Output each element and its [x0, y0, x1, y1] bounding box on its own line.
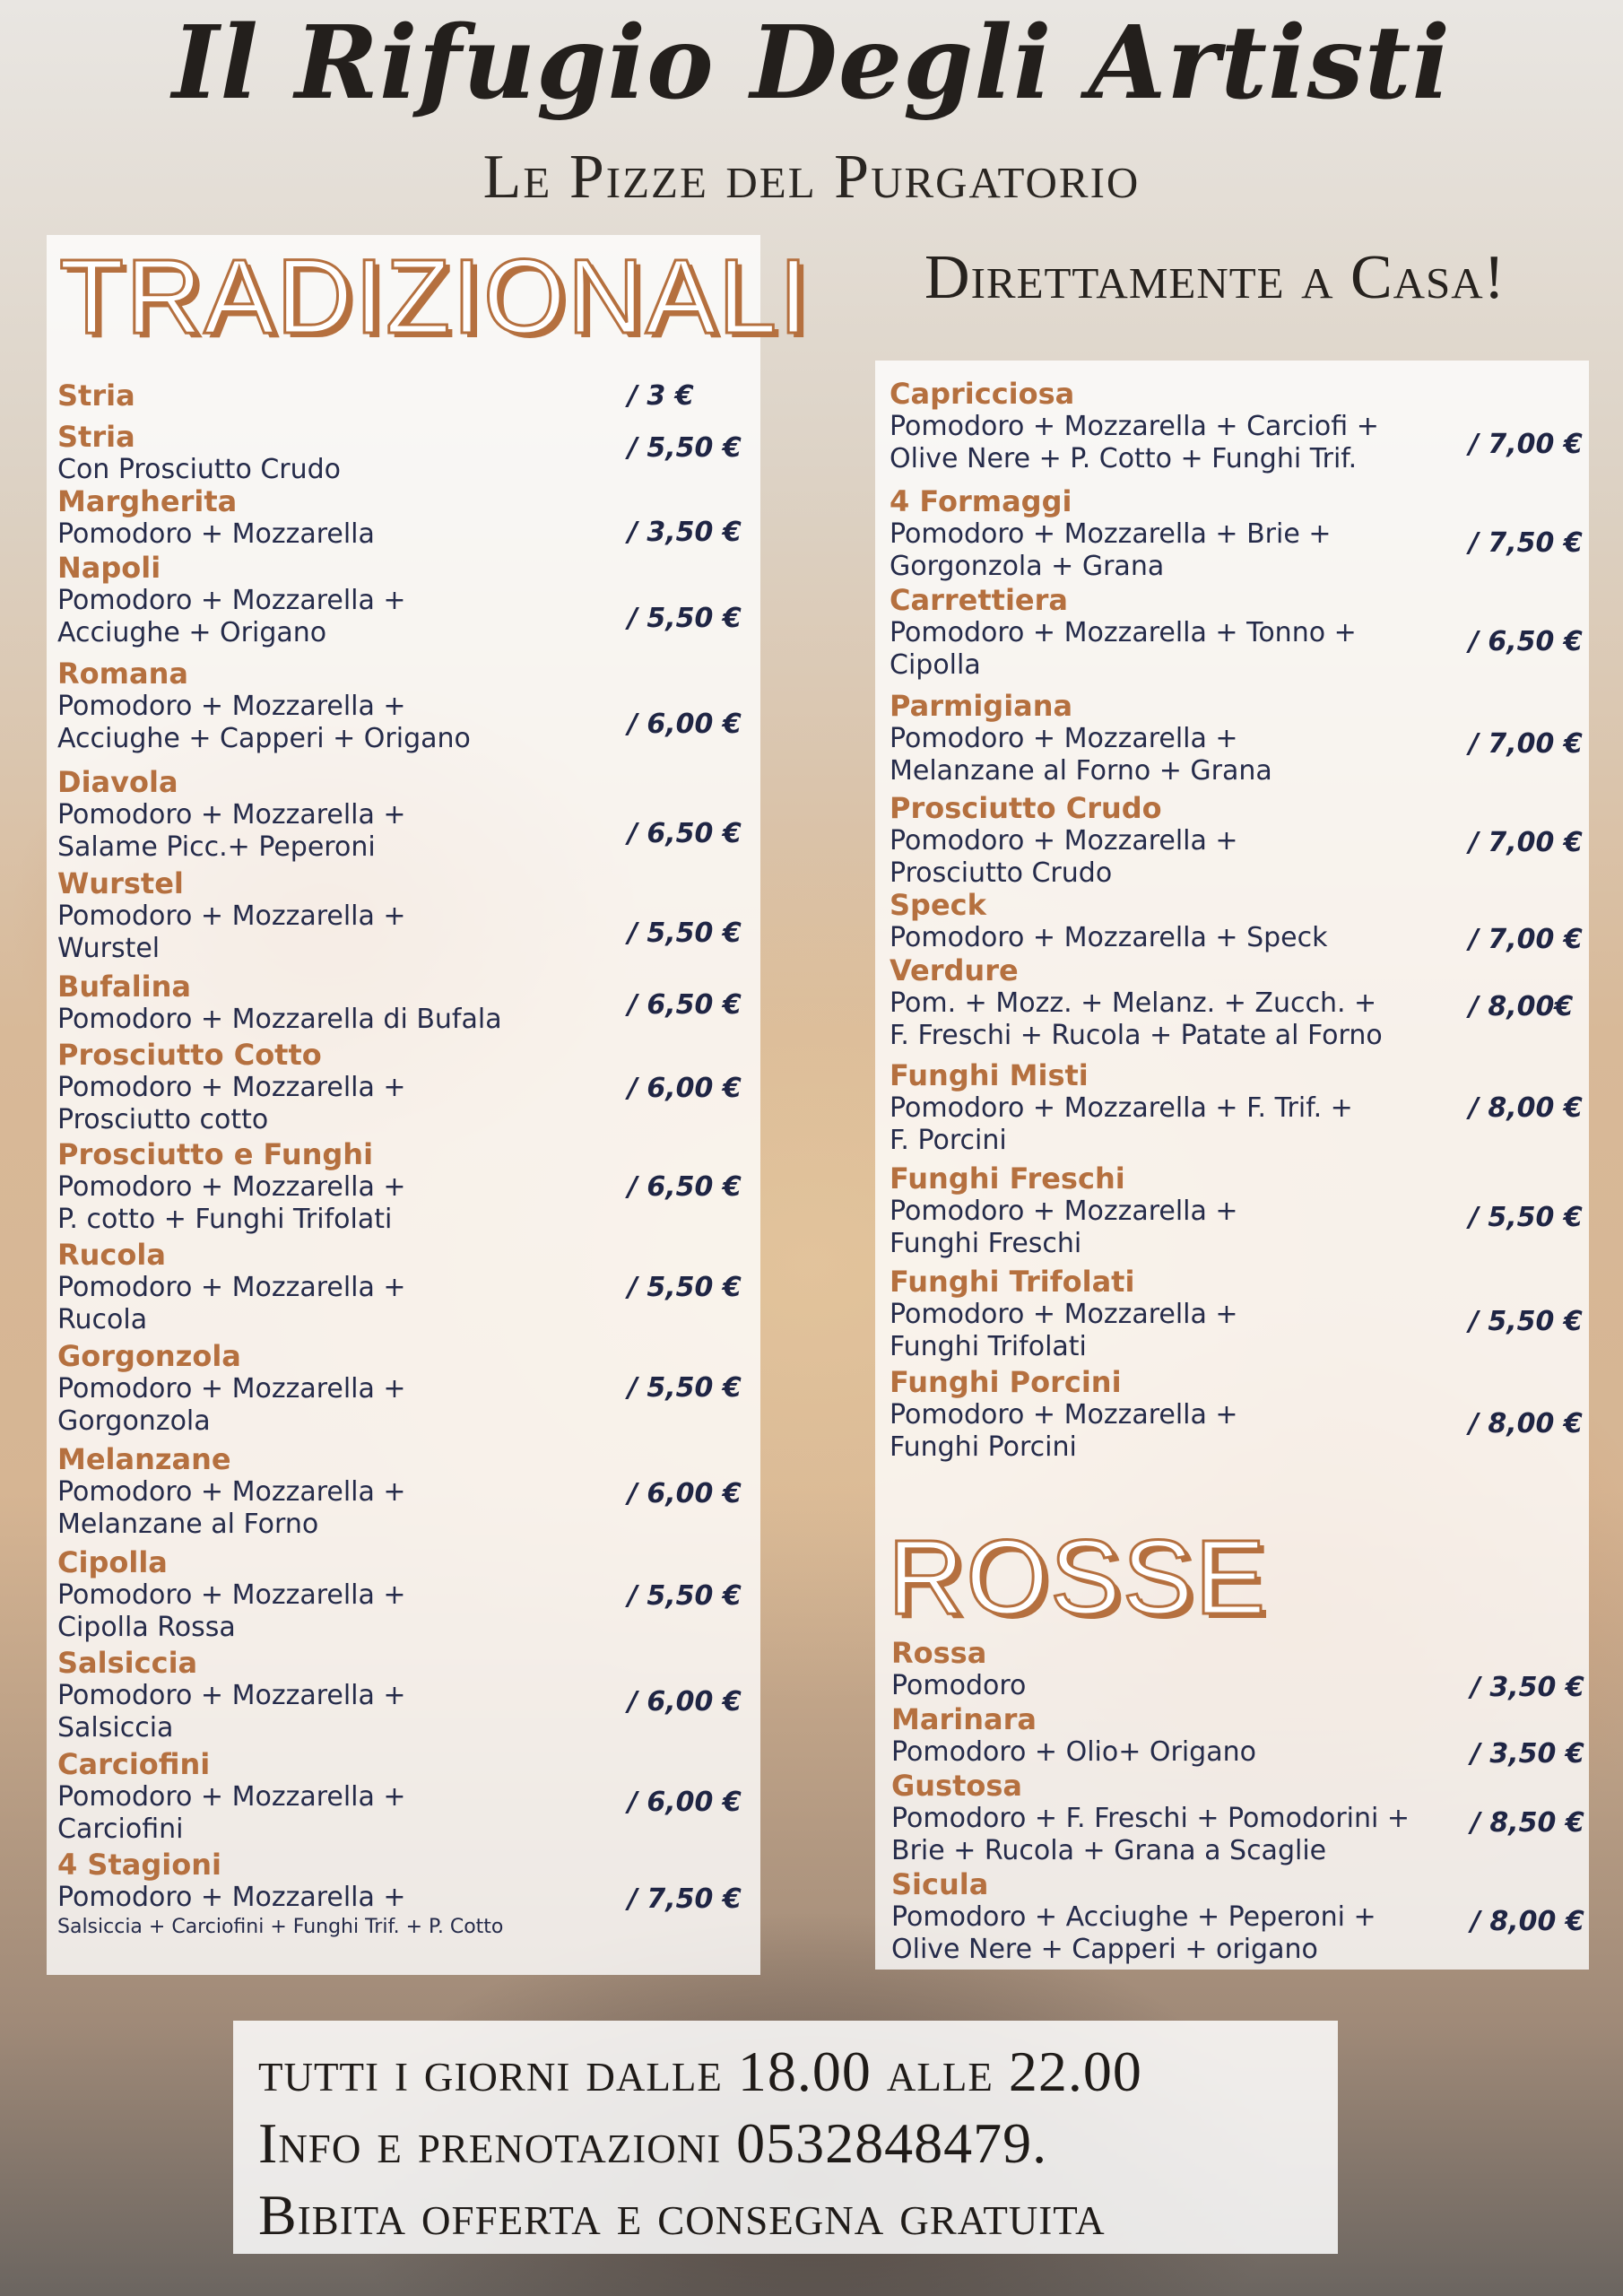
section-title-rosse: ROSSE: [888, 1518, 1268, 1637]
pizza-name: Speck: [890, 888, 986, 922]
menu-item-capricciosa: [890, 377, 1379, 475]
pizza-name: Wurstel: [57, 866, 184, 900]
menu-item-funghi-freschi: [890, 1161, 1238, 1260]
pizza-price: / 6,00 €: [628, 1787, 742, 1818]
pizza-ingredients: Funghi Trifolati: [890, 1331, 1087, 1362]
menu-item-gustosa: [891, 1769, 1410, 1867]
pizza-price: / 8,50 €: [1471, 1807, 1584, 1839]
menu-item-funghi-porcini: [890, 1365, 1238, 1464]
pizza-price: / 8,00€: [1469, 991, 1574, 1022]
menu-item-bufalina: [57, 970, 502, 1036]
pizza-price: / 7,50 €: [628, 1883, 742, 1915]
menu-item-napoli: [57, 551, 406, 649]
pizza-name: Funghi Trifolati: [890, 1265, 1135, 1299]
pizza-name: Cipolla: [57, 1545, 168, 1579]
pizza-name: Rucola: [57, 1238, 166, 1272]
pizza-price: / 5,50 €: [1469, 1306, 1583, 1337]
pizza-name: Funghi Misti: [890, 1058, 1089, 1092]
pizza-price: / 6,50 €: [1469, 626, 1583, 657]
menu-subtitle: Le Pizze del Purgatorio: [482, 143, 1141, 212]
pizza-ingredients: Cipolla Rossa: [57, 1612, 236, 1643]
free-drink-delivery: Bibita offerta e consegna gratuita: [258, 2183, 1106, 2247]
pizza-name: Prosciutto e Funghi: [57, 1137, 374, 1171]
pizza-ingredients: Pomodoro + Acciughe + Peperoni +: [891, 1901, 1376, 1933]
booking-phone: Info e prenotazioni 0532848479.: [258, 2111, 1048, 2175]
pizza-name: 4 Formaggi: [890, 484, 1072, 518]
pizza-ingredients: Pomodoro + Mozzarella +: [57, 799, 406, 831]
pizza-price: / 8,00 €: [1469, 1408, 1583, 1439]
pizza-ingredients: Pomodoro + F. Freschi + Pomodorini +: [891, 1803, 1410, 1834]
menu-item-wurstel: [57, 866, 406, 965]
pizza-ingredients: Wurstel: [57, 933, 161, 964]
pizza-name: Sicula: [891, 1867, 989, 1901]
pizza-ingredients: Pomodoro + Mozzarella + Speck: [890, 922, 1328, 953]
menu-item-prosciutto-e-funghi: [57, 1137, 406, 1236]
pizza-ingredients: Pomodoro + Olio+ Origano: [891, 1736, 1256, 1768]
pizza-ingredients: Pomodoro + Mozzarella +: [890, 723, 1238, 754]
menu-item-cipolla: [57, 1545, 406, 1644]
restaurant-title: Il Rifugio Degli Artisti: [171, 4, 1452, 122]
pizza-ingredients: Pomodoro + Mozzarella +: [57, 1680, 406, 1711]
pizza-price: / 7,00 €: [1469, 728, 1583, 760]
delivery-tagline: Direttamente a Casa!: [924, 243, 1506, 312]
pizza-name: Funghi Freschi: [890, 1161, 1125, 1196]
pizza-price: / 5,50 €: [628, 1372, 742, 1404]
pizza-ingredients: Gorgonzola: [57, 1405, 211, 1437]
pizza-ingredients: Olive Nere + P. Cotto + Funghi Trif.: [890, 443, 1358, 474]
pizza-price: / 3,50 €: [1471, 1672, 1584, 1703]
pizza-ingredients: Acciughe + Origano: [57, 617, 327, 648]
pizza-name: Salsiccia: [57, 1646, 198, 1680]
pizza-ingredients: Pomodoro + Mozzarella + F. Trif. +: [890, 1092, 1353, 1124]
pizza-price: / 7,50 €: [1469, 527, 1583, 559]
pizza-name: Parmigiana: [890, 689, 1073, 723]
pizza-price: / 6,50 €: [628, 989, 742, 1021]
menu-item-parmigiana: [890, 689, 1272, 787]
pizza-price: / 8,00 €: [1471, 1906, 1584, 1937]
pizza-name: Prosciutto Cotto: [57, 1038, 322, 1072]
menu-item-carciofini: [57, 1747, 406, 1846]
pizza-price: / 5,50 €: [628, 432, 742, 464]
pizza-name: Melanzane: [57, 1442, 231, 1476]
pizza-ingredients: Con Prosciutto Crudo: [57, 454, 342, 485]
pizza-name: Margherita: [57, 484, 238, 518]
pizza-ingredients: P. cotto + Funghi Trifolati: [57, 1204, 393, 1235]
pizza-name: Diavola: [57, 765, 178, 799]
pizza-ingredients: F. Porcini: [890, 1125, 1007, 1156]
pizza-ingredients: Pomodoro + Mozzarella +: [890, 1196, 1238, 1227]
pizza-name: Bufalina: [57, 970, 191, 1004]
pizza-ingredients: Acciughe + Capperi + Origano: [57, 723, 471, 754]
pizza-ingredients: Prosciutto Crudo: [890, 857, 1113, 889]
pizza-ingredients: Pomodoro + Mozzarella +: [57, 1882, 406, 1913]
pizza-name: 4 Stagioni: [57, 1848, 221, 1882]
menu-item-funghi-misti: [890, 1058, 1353, 1157]
pizza-price: / 5,50 €: [628, 603, 742, 634]
menu-item-rucola: [57, 1238, 406, 1336]
pizza-price: / 6,00 €: [628, 1073, 742, 1104]
pizza-ingredients: Salame Picc.+ Peperoni: [57, 831, 376, 863]
pizza-name: Napoli: [57, 551, 161, 585]
pizza-ingredients: Pomodoro + Mozzarella: [57, 518, 375, 550]
pizza-name: Funghi Porcini: [890, 1365, 1122, 1399]
pizza-name: Gustosa: [891, 1769, 1023, 1803]
menu-item-4-formaggi: [890, 484, 1331, 583]
pizza-ingredients: Pomodoro + Mozzarella +: [57, 1373, 406, 1405]
pizza-price: / 3,50 €: [1471, 1738, 1584, 1770]
pizza-ingredients: Pomodoro: [891, 1670, 1027, 1701]
footer-info-box: [233, 2021, 1338, 2254]
menu-item-funghi-trifolati: [890, 1265, 1238, 1363]
pizza-name: Marinara: [891, 1702, 1037, 1736]
pizza-price: / 7,00 €: [1469, 924, 1583, 955]
pizza-ingredients: Pomodoro + Mozzarella +: [57, 1579, 406, 1611]
menu-item-speck: [890, 888, 1328, 954]
menu-item-4-stagioni: [57, 1848, 503, 1941]
pizza-ingredients: Pomodoro + Mozzarella +: [890, 825, 1238, 857]
pizza-ingredients: Pomodoro + Mozzarella + Brie +: [890, 518, 1332, 550]
pizza-ingredients: Melanzane al Forno + Grana: [890, 755, 1272, 787]
pizza-name: Romana: [57, 657, 188, 691]
pizza-price: / 6,50 €: [628, 818, 742, 849]
menu-item-diavola: [57, 765, 406, 864]
pizza-ingredients: Prosciutto cotto: [57, 1104, 269, 1135]
menu-item-prosciutto-cotto: [57, 1038, 406, 1136]
pizza-name: Carciofini: [57, 1747, 211, 1781]
menu-item-prosciutto-crudo: [890, 791, 1238, 890]
pizza-ingredients: Pomodoro + Mozzarella di Bufala: [57, 1004, 502, 1035]
pizza-ingredients: Pomodoro + Mozzarella +: [57, 1272, 406, 1303]
opening-hours: tutti i giorni dalle 18.00 alle 22.00: [258, 2039, 1142, 2103]
pizza-ingredients: Pom. + Mozz. + Melanz. + Zucch. +: [890, 987, 1377, 1019]
menu-item-stria: [57, 420, 341, 486]
menu-item-carrettiera: [890, 583, 1357, 682]
pizza-price: / 7,00 €: [1469, 429, 1583, 460]
pizza-ingredients: Pomodoro + Mozzarella +: [890, 1399, 1238, 1431]
pizza-ingredients: Pomodoro + Mozzarella +: [57, 691, 406, 722]
pizza-ingredients: Salsiccia + Carciofini + Funghi Trif. + P. Cotto: [57, 1916, 504, 1938]
pizza-ingredients: Carciofini: [57, 1813, 184, 1845]
menu-item-romana: [57, 657, 471, 755]
menu-item-verdure: [890, 953, 1383, 1052]
menu-item-margherita: [57, 484, 375, 551]
pizza-name: Gorgonzola: [57, 1339, 241, 1373]
pizza-price: / 6,00 €: [628, 1478, 742, 1509]
pizza-price: / 5,50 €: [1469, 1202, 1583, 1233]
menu-item-gorgonzola: [57, 1339, 406, 1438]
pizza-price: / 8,00 €: [1469, 1092, 1583, 1124]
pizza-ingredients: Pomodoro + Mozzarella +: [57, 1072, 406, 1103]
pizza-price: / 5,50 €: [628, 918, 742, 949]
pizza-ingredients: Melanzane al Forno: [57, 1509, 319, 1540]
pizza-ingredients: Gorgonzola + Grana: [890, 551, 1165, 582]
pizza-ingredients: Brie + Rucola + Grana a Scaglie: [891, 1835, 1327, 1866]
pizza-price: / 3 €: [628, 380, 694, 412]
menu-item-marinara: [891, 1702, 1256, 1769]
menu-item-rossa: [891, 1636, 1026, 1702]
pizza-ingredients: Pomodoro + Mozzarella + Carciofi +: [890, 411, 1379, 442]
pizza-ingredients: Funghi Freschi: [890, 1228, 1082, 1259]
pizza-ingredients: Pomodoro + Mozzarella +: [57, 900, 406, 932]
section-title-tradizionali: TRADIZIONALI: [59, 238, 810, 356]
pizza-name: Stria: [57, 378, 135, 413]
pizza-ingredients: Pomodoro + Mozzarella +: [57, 1476, 406, 1508]
pizza-ingredients: Pomodoro + Mozzarella +: [57, 1781, 406, 1813]
pizza-ingredients: Olive Nere + Capperi + origano: [891, 1934, 1318, 1965]
menu-item-melanzane: [57, 1442, 406, 1541]
pizza-name: Prosciutto Crudo: [890, 791, 1162, 825]
pizza-name: Stria: [57, 420, 135, 454]
menu-item-stria: [57, 378, 135, 413]
pizza-ingredients: F. Freschi + Rucola + Patate al Forno: [890, 1020, 1383, 1051]
pizza-ingredients: Pomodoro + Mozzarella +: [57, 585, 406, 616]
pizza-price: / 5,50 €: [628, 1580, 742, 1612]
menu-item-salsiccia: [57, 1646, 406, 1744]
pizza-name: Capricciosa: [890, 377, 1075, 411]
pizza-ingredients: Salsiccia: [57, 1712, 174, 1744]
pizza-price: / 7,00 €: [1469, 827, 1583, 858]
pizza-name: Carrettiera: [890, 583, 1068, 617]
pizza-ingredients: Pomodoro + Mozzarella +: [57, 1171, 406, 1203]
pizza-ingredients: Pomodoro + Mozzarella + Tonno +: [890, 617, 1357, 648]
pizza-ingredients: Pomodoro + Mozzarella +: [890, 1299, 1238, 1330]
pizza-price: / 5,50 €: [628, 1272, 742, 1303]
pizza-ingredients: Rucola: [57, 1304, 148, 1335]
pizza-price: / 6,00 €: [628, 709, 742, 740]
pizza-name: Verdure: [890, 953, 1019, 987]
pizza-price: / 6,50 €: [628, 1171, 742, 1203]
pizza-name: Rossa: [891, 1636, 987, 1670]
menu-item-sicula: [891, 1867, 1376, 1966]
pizza-ingredients: Cipolla: [890, 649, 981, 681]
pizza-ingredients: Funghi Porcini: [890, 1431, 1077, 1463]
pizza-price: / 6,00 €: [628, 1686, 742, 1718]
pizza-price: / 3,50 €: [628, 517, 742, 548]
